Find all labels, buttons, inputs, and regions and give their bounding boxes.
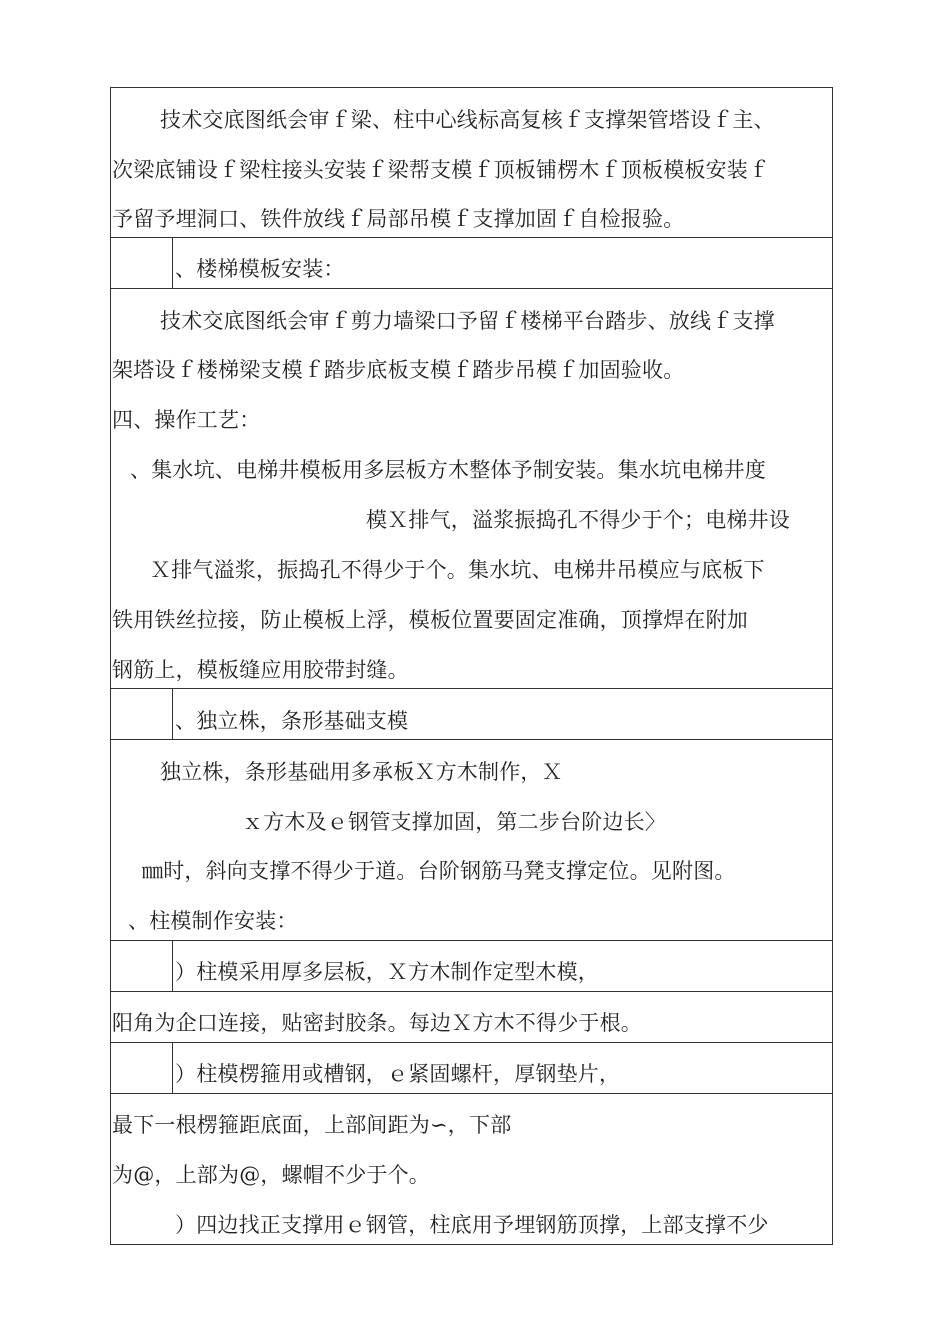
text-line: 为@，上部为@，螺帽不少于个。 bbox=[112, 1163, 430, 1187]
section-heading: 四、操作工艺： bbox=[112, 408, 261, 432]
row-divider bbox=[110, 237, 833, 238]
row-divider bbox=[110, 991, 833, 992]
row-divider bbox=[110, 1042, 833, 1043]
text-line: ）柱模采用厚多层板，Ｘ方木制作定型木模， bbox=[175, 960, 599, 984]
cell-divider bbox=[172, 688, 173, 739]
text-line: 予留予埋洞口、铁件放线ｆ局部吊模ｆ支撑加固ｆ自检报验。 bbox=[112, 207, 685, 231]
text-line: 最下一根楞箍距底面，上部间距为∽，下部 bbox=[112, 1113, 512, 1137]
text-line: 独立株，条形基础用多承板Ｘ方木制作，Ｘ bbox=[160, 760, 563, 784]
text-line: 钢筋上，模板缝应用胶带封缝。 bbox=[112, 658, 409, 682]
text-line: 、集水坑、电梯井模板用多层板方木整体予制安装。集水坑电梯井度 bbox=[130, 458, 766, 482]
text-line: 架塔设ｆ楼梯梁支模ｆ踏步底板支模ｆ踏步吊模ｆ加固验收。 bbox=[112, 358, 685, 382]
text-line: 铁用铁丝拉接，防止模板上浮，模板位置要固定准确，顶撑焊在附加 bbox=[112, 608, 748, 632]
section-heading: 、楼梯模板安装： bbox=[175, 257, 345, 281]
row-divider bbox=[110, 688, 833, 689]
text-line: 次梁底铺设ｆ梁柱接头安装ｆ梁帮支模ｆ顶板铺楞木ｆ顶板模板安装ｆ bbox=[112, 158, 770, 182]
text-line: 技术交底图纸会审ｆ剪力墙梁口予留ｆ楼梯平台踏步、放线ｆ支撑 bbox=[160, 309, 775, 333]
text-line: 阳角为企口连接，贴密封胶条。每边Ｘ方木不得少于根。 bbox=[112, 1011, 642, 1035]
row-divider bbox=[110, 288, 833, 289]
row-divider bbox=[110, 739, 833, 740]
text-line: 模Ｘ排气，溢浆振捣孔不得少于个；电梯井设 bbox=[366, 508, 790, 532]
cell-divider bbox=[172, 237, 173, 288]
text-line: ㎜时，斜向支撑不得少于道。台阶钢筋马凳支撑定位。见附图。 bbox=[142, 859, 736, 883]
cell-divider bbox=[172, 1042, 173, 1093]
cell-divider bbox=[172, 940, 173, 991]
text-line: ｘ方木及ｅ钢管支撑加固，第二步台阶边长〉 bbox=[242, 810, 666, 834]
text-line: ）柱模楞箍用或槽钢，ｅ紧固螺杆，厚钢垫片， bbox=[175, 1062, 621, 1086]
section-heading: 、柱模制作安装： bbox=[128, 909, 298, 933]
row-divider bbox=[110, 940, 833, 941]
text-line: Ｘ排气溢浆，振捣孔不得少于个。集水坑、电梯井吊模应与底板下 bbox=[150, 558, 765, 582]
row-divider bbox=[110, 1093, 833, 1094]
text-line: ）四边找正支撑用ｅ钢管，柱底用予埋钢筋顶撑，上部支撑不少 bbox=[175, 1213, 769, 1237]
section-heading: 、独立株，条形基础支模 bbox=[175, 709, 409, 733]
text-line: 技术交底图纸会审ｆ梁、柱中心线标高复核ｆ支撑架管塔设ｆ主、 bbox=[160, 108, 775, 132]
